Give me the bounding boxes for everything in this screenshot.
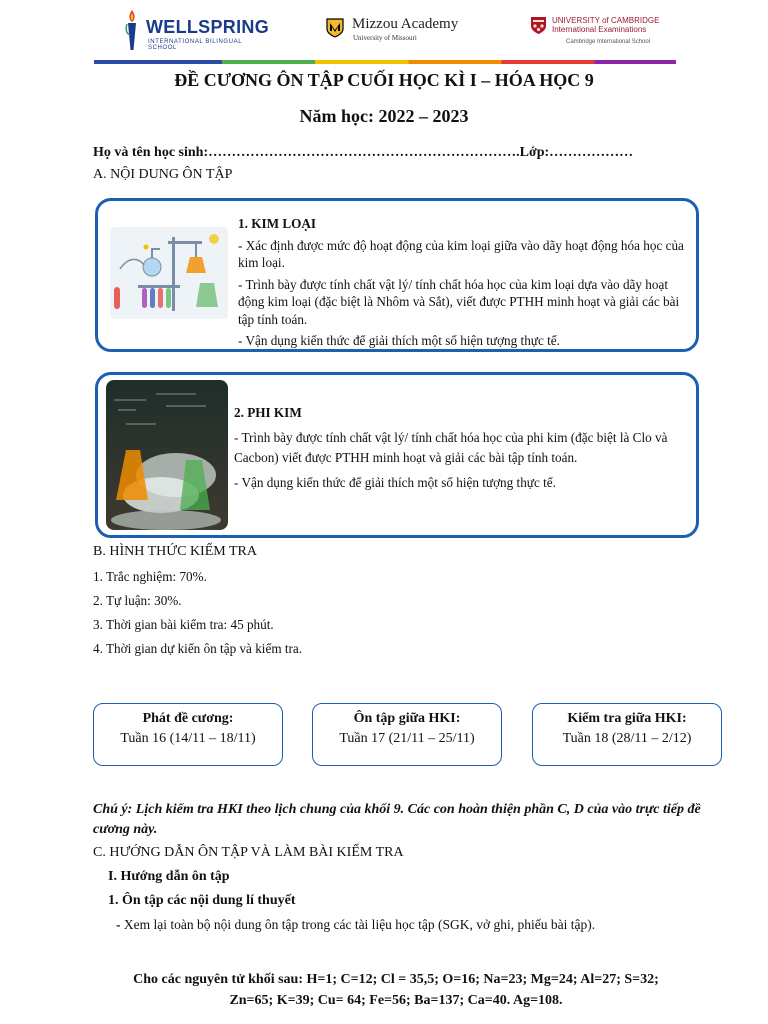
- mizzou-shield-icon: [326, 18, 344, 38]
- mizzou-logo: [326, 16, 466, 46]
- wellspring-name: WELLSPRING: [146, 17, 269, 37]
- topic-kim-loai-card: [95, 198, 699, 352]
- student-info-line: [93, 145, 633, 161]
- student-name-field[interactable]: Họ và tên học sinh:…………………………………………………………: [93, 145, 517, 160]
- review-bullet: [116, 917, 595, 933]
- class-field[interactable]: .Lớp:………………: [516, 145, 634, 160]
- schedule-card-review: [312, 703, 502, 766]
- topic1-point3: - Vận dụng kiến thức để giải thích một số hiện tượng thực tế.: [238, 333, 560, 348]
- wellspring-subtitle: INTERNATIONAL BILINGUAL SCHOOL: [148, 39, 242, 51]
- topic2-content: [234, 403, 686, 497]
- section-c-sub2: 1. Ôn tập các nội dung lí thuyết: [108, 893, 296, 908]
- topic2-title: 2. PHI KIM: [234, 405, 302, 420]
- section-a-heading: A. NỘI DUNG ÔN TẬP: [93, 167, 233, 182]
- chemistry-smoke-illustration: [106, 380, 228, 530]
- schedule-value: Tuần 17 (21/11 – 25/11): [339, 731, 475, 746]
- cambridge-line3: Cambridge International School: [566, 39, 651, 45]
- wellspring-logo: [124, 8, 269, 54]
- note-paragraph: Chú ý: Lịch kiểm tra HKI theo lịch chung của khối 9. Các con hoàn thiện phần C, D của vào trực tiếp đề cương này.: [93, 802, 701, 837]
- mizzou-subtitle: University of Missouri: [353, 34, 417, 42]
- topic2-point2: - Vận dụng kiến thức để giải thích một số hiện tượng thực tế.: [234, 474, 556, 490]
- cambridge-line2: International Examinations: [552, 25, 647, 34]
- lab-equipment-illustration: [110, 227, 228, 319]
- exam-format-item-1: 1. Trắc nghiệm: 70%.: [93, 569, 207, 584]
- cambridge-crest-icon: [530, 16, 547, 35]
- header-logos: [92, 6, 676, 58]
- mizzou-name: Mizzou Academy: [352, 16, 459, 32]
- topic1-point2: - Trình bày được tính chất vật lý/ tính chất hóa học của kim loại dựa vào dãy hoạt động kim loại (đặc biệt là Nhôm và Sắt), viết được PTHH minh hoạt và giải các bài tập tính toán.: [238, 276, 680, 327]
- cambridge-logo: [530, 14, 680, 50]
- schedule-value: Tuần 16 (14/11 – 18/11): [120, 731, 256, 746]
- exam-format-item-3: 3. Thời gian bài kiểm tra: 45 phút.: [93, 617, 274, 632]
- topic1-point1: - Xác định được mức độ hoạt động của kim loại giữa vào dãy hoạt động hóa học của kim loại.: [238, 237, 684, 270]
- schedule-label: Ôn tập giữa HKI:: [353, 711, 461, 726]
- schedule-label: Phát đề cương:: [142, 711, 234, 726]
- school-year: Năm học: 2022 – 2023: [299, 106, 469, 126]
- exam-format-item-2: 2. Tự luận: 30%.: [93, 593, 182, 608]
- schedule-value: Tuần 18 (28/11 – 2/12): [562, 731, 692, 746]
- topic1-title: 1. KIM LOẠI: [238, 216, 317, 231]
- schedule-card-exam: [532, 703, 722, 766]
- document-title: ĐỀ CƯƠNG ÔN TẬP CUỐI HỌC KÌ I – HÓA HỌC 9: [174, 70, 594, 90]
- section-c-heading: C. HƯỚNG DẪN ÔN TẬP VÀ LÀM BÀI KIỂM TRA: [93, 845, 404, 860]
- schedule-card-handout: [93, 703, 283, 766]
- rainbow-divider: [94, 60, 676, 64]
- schedule-label: Kiểm tra giữa HKI:: [567, 711, 687, 726]
- topic2-point1: - Trình bày được tính chất vật lý/ tính chất hóa học của phi kim (đặc biệt là Clo và Cacbon) viết được PTHH minh hoạt và giải các bài tập tính toán.: [234, 429, 668, 465]
- section-b-heading: B. HÌNH THỨC KIỂM TRA: [93, 544, 257, 559]
- topic-phi-kim-card: [95, 372, 699, 538]
- torch-icon: [124, 8, 140, 52]
- bullet-dash: -: [116, 917, 124, 932]
- atomic-mass-line-1: Cho các nguyên tử khối sau: H=1; C=12; Cl = 35,5; O=16; Na=23; Mg=24; Al=27; S=32;: [133, 972, 659, 987]
- exam-format-item-4: 4. Thời gian dự kiến ôn tập và kiểm tra.: [93, 641, 303, 656]
- cambridge-line1: UNIVERSITY of CAMBRIDGE: [552, 16, 660, 25]
- topic1-content: [238, 215, 686, 354]
- atomic-mass-line-2: Zn=65; K=39; Cu= 64; Fe=56; Ba=137; Ca=40. Ag=108.: [229, 993, 563, 1008]
- section-c-sub1: I. Hướng dẫn ôn tập: [108, 869, 230, 884]
- bullet-text: Xem lại toàn bộ nội dung ôn tập trong các tài liệu học tập (SGK, vở ghi, phiếu bài tập).: [123, 917, 596, 932]
